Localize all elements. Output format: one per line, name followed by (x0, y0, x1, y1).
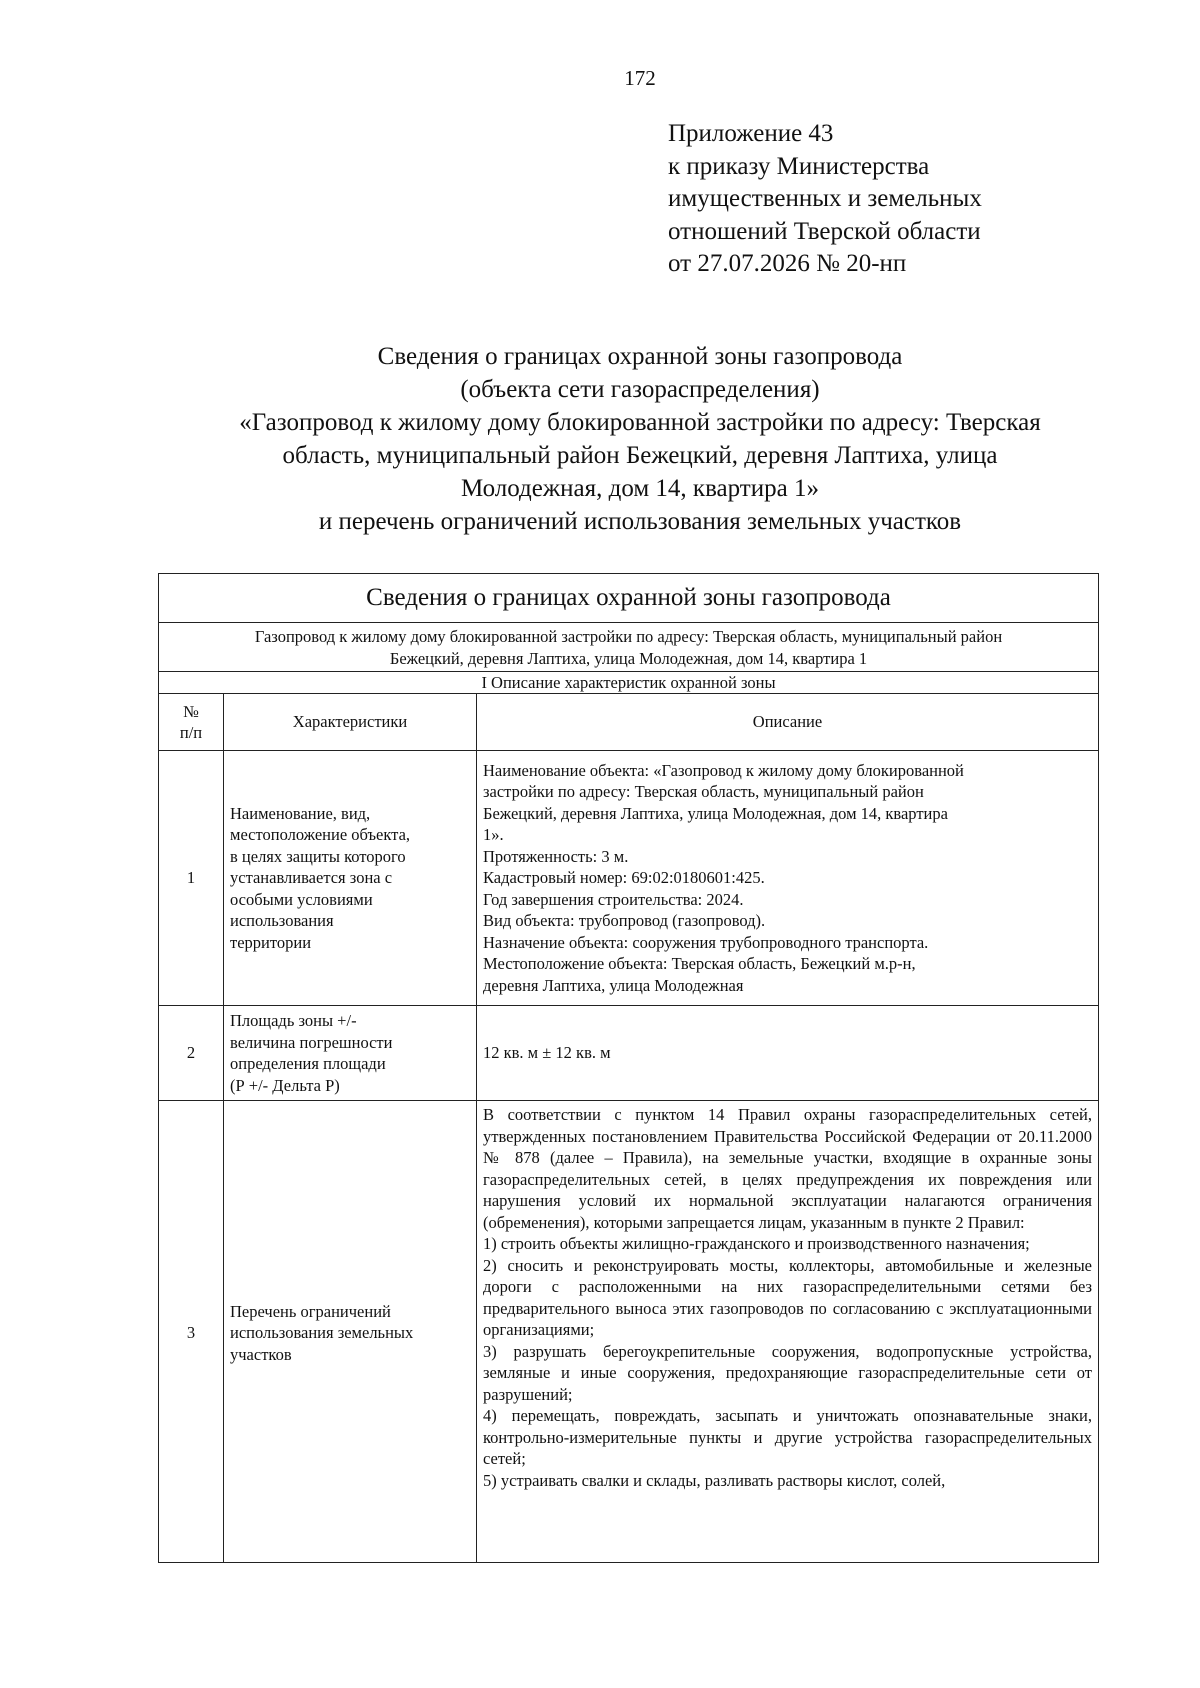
row-number: 1 (159, 751, 224, 1006)
row-characteristic: Площадь зоны +/- величина погрешности определения площади (Р +/- Дельта Р) (224, 1006, 477, 1101)
row-number: 3 (159, 1101, 224, 1563)
appendix-reference (668, 118, 982, 281)
title-line: «Газопровод к жилому дому блокированной застройки по адресу: Тверская (239, 409, 1041, 436)
table-row (159, 1006, 1099, 1101)
table-row (159, 751, 1099, 1006)
restriction-paragraph: 1) строить объекты жилищно-гражданского и производственного назначения; (483, 1234, 1030, 1253)
row-characteristic: Перечень ограничений использования земельных участков (224, 1101, 477, 1563)
row-description: Наименование объекта: «Газопровод к жилому дому блокированной застройки по адресу: Тверская область, муниципальный район Бежецкий, деревня Лаптиха, улица Молодежная, дом 14, квартира 1». Протяженность: 3 м. Кадастровый номер: 69:02:0180601:425. Год завершения строительства: 2024. Вид объекта: трубопровод (газопровод). Назначение объекта: сооружения трубопроводного транспорта. Местоположение объекта: Тверская область, Бежецкий м.р-н, деревня Лаптиха, улица Молодежная (477, 751, 1099, 1006)
title-line: Молодежная, дом 14, квартира 1» (461, 475, 819, 502)
document-title (150, 340, 1130, 538)
table-row (159, 1101, 1099, 1563)
appendix-line: Приложение 43 (668, 120, 834, 147)
object-line: Газопровод к жилому дому блокированной застройки по адресу: Тверская область, муниципальный район (254, 627, 1003, 646)
restriction-paragraph: 4) перемещать, повреждать, засыпать и уничтожать опознавательные знаки, контрольно-измерительные пункты и другие устройства газораспределительных сетей; (483, 1406, 1093, 1468)
title-line: область, муниципальный район Бежецкий, деревня Лаптиха, улица (282, 442, 998, 469)
table-object-row (159, 623, 1099, 672)
appendix-line: имущественных и земельных (668, 185, 982, 212)
appendix-line: к приказу Министерства (668, 152, 930, 180)
column-header-description: Описание (477, 694, 1099, 751)
restriction-paragraph: 5) устраивать свалки и склады, разливать растворы кислот, солей, (483, 1470, 946, 1490)
protection-zone-table (158, 573, 1099, 1563)
row-number: 2 (159, 1006, 224, 1101)
table-heading: Сведения о границах охранной зоны газопровода (159, 574, 1099, 623)
table-object-name (159, 623, 1099, 672)
restriction-paragraph: 2) сносить и реконструировать мосты, коллекторы, автомобильные и железные дороги с расположенными на них газораспределительными сетями без предварительного выноса этих газопроводов по согласованию с эксплуатационными организациями; (483, 1255, 1093, 1339)
title-line: Сведения о границах охранной зоны газопровода (377, 343, 903, 370)
column-header-characteristics: Характеристики (224, 694, 477, 751)
restriction-paragraph: 3) разрушать берегоукрепительные сооружения, водопропускные устройства, земляные и иные сооружения, предохраняющие газораспределительные сети от разрушений; (483, 1341, 1093, 1404)
row-description: 12 кв. м ± 12 кв. м (477, 1006, 1099, 1101)
object-line: Бежецкий, деревня Лаптиха, улица Молодежная, дом 14, квартира 1 (389, 648, 868, 668)
table-column-headers (159, 694, 1099, 751)
page-number: 172 (624, 66, 656, 90)
section-title: I Описание характеристик охранной зоны (159, 672, 1099, 694)
appendix-line: от 27.07.2026 № 20-нп (668, 250, 907, 277)
title-line: и перечень ограничений использования земельных участков (318, 508, 962, 535)
appendix-line: отношений Тверской области (668, 217, 981, 245)
row-description (477, 1101, 1099, 1563)
title-line: (объекта сети газораспределения) (460, 376, 820, 403)
table-section-row (159, 672, 1099, 694)
row-characteristic: Наименование, вид, местоположение объекта, в целях защиты которого устанавливается зона с особыми условиями использования территории (224, 751, 477, 1006)
column-header-num: № п/п (159, 694, 224, 751)
table-heading-row (159, 574, 1099, 623)
restriction-paragraph: В соответствии с пунктом 14 Правил охраны газораспределительных сетей, утвержденных постановлением Правительства Российской Федерации от 20.11.2000 № 878 (далее – Правила), на земельные участки, входящие в охранные зоны газораспределительных сетей, в целях предупреждения их повреждения или нарушения условий их нормальной эксплуатации налагаются ограничения (обременения), которыми запрещается лицам, указанным в пункте 2 Правил: (483, 1105, 1093, 1232)
